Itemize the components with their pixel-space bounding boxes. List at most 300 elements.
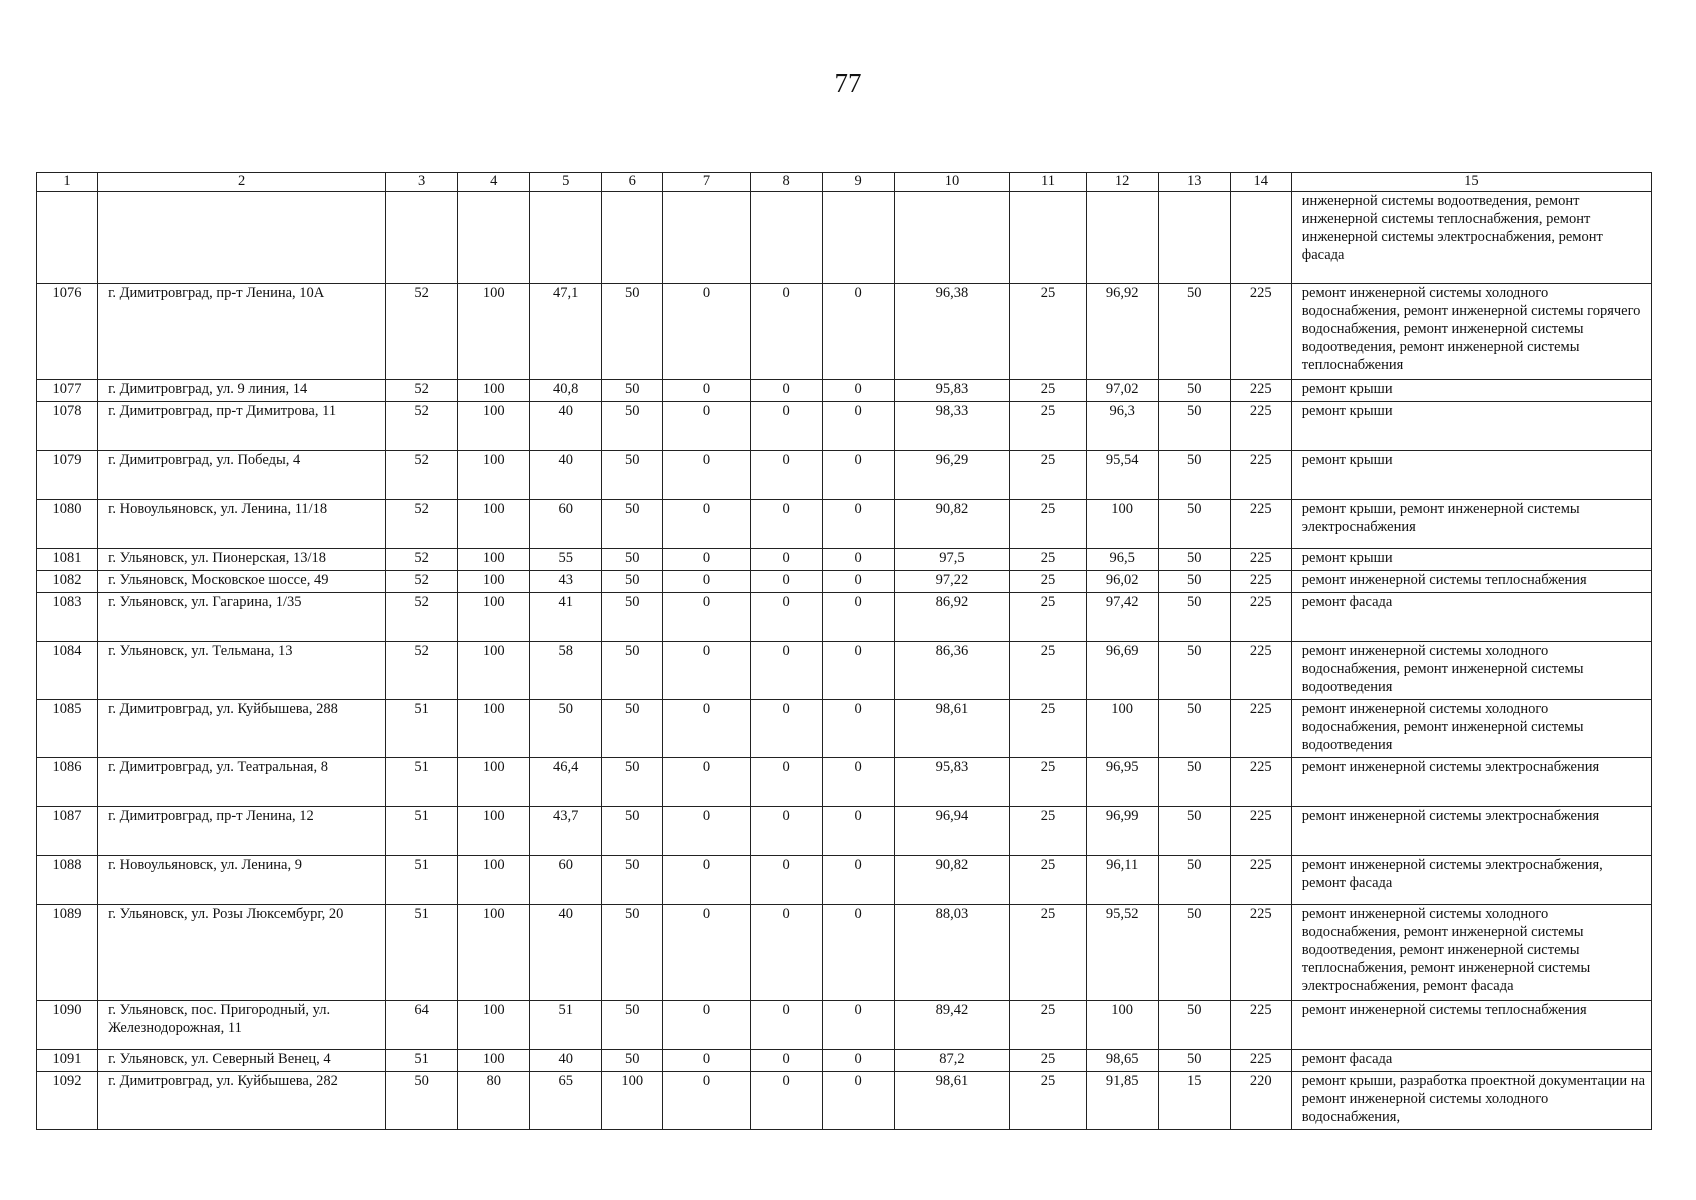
value-cell-c14: 225 xyxy=(1230,641,1291,699)
value-cell-c13: 50 xyxy=(1158,450,1230,499)
row-number: 1088 xyxy=(37,855,98,904)
value-cell-c13: 50 xyxy=(1158,379,1230,401)
table-row xyxy=(37,641,1652,699)
work-description: ремонт крыши xyxy=(1291,450,1651,499)
column-header: 14 xyxy=(1230,173,1291,192)
value-cell-c12: 97,42 xyxy=(1086,592,1158,641)
repair-register-table xyxy=(36,172,1652,1130)
value-cell-c9: 0 xyxy=(822,855,894,904)
value-cell-c8: 0 xyxy=(750,499,822,548)
value-cell-c4: 100 xyxy=(458,855,530,904)
value-cell-c13: 15 xyxy=(1158,1071,1230,1129)
address-cell: г. Димитровград, ул. Театральная, 8 xyxy=(98,757,386,806)
value-cell-c10: 95,83 xyxy=(894,757,1010,806)
value-cell-c5: 60 xyxy=(530,499,602,548)
value-cell-c6: 50 xyxy=(602,592,663,641)
column-header: 13 xyxy=(1158,173,1230,192)
value-cell-c9: 0 xyxy=(822,1071,894,1129)
value-cell-c3: 64 xyxy=(386,1000,458,1049)
value-cell-c6: 50 xyxy=(602,855,663,904)
value-cell-c14: 225 xyxy=(1230,1049,1291,1071)
value-cell-c14: 225 xyxy=(1230,699,1291,757)
row-number: 1090 xyxy=(37,1000,98,1049)
value-cell-c5: 40 xyxy=(530,450,602,499)
work-description: ремонт инженерной системы холодного водоснабжения, ремонт инженерной системы водоотведения xyxy=(1291,641,1651,699)
value-cell-c9: 0 xyxy=(822,641,894,699)
value-cell-c4: 100 xyxy=(458,283,530,379)
value-cell-c3: 52 xyxy=(386,401,458,450)
value-cell-c14: 225 xyxy=(1230,379,1291,401)
value-cell-c14: 225 xyxy=(1230,450,1291,499)
value-cell-c14: 225 xyxy=(1230,548,1291,570)
value-cell-c13: 50 xyxy=(1158,904,1230,1000)
value-cell-c12: 91,85 xyxy=(1086,1071,1158,1129)
row-number: 1076 xyxy=(37,283,98,379)
value-cell-c13: 50 xyxy=(1158,757,1230,806)
value-cell-c6: 50 xyxy=(602,570,663,592)
value-cell-c10: 98,61 xyxy=(894,1071,1010,1129)
value-cell-c6: 50 xyxy=(602,757,663,806)
address-cell: г. Димитровград, пр-т Ленина, 10А xyxy=(98,283,386,379)
value-cell-c5: 51 xyxy=(530,1000,602,1049)
page-number: 77 xyxy=(834,68,862,98)
value-cell-c3: 51 xyxy=(386,757,458,806)
value-cell-c13: 50 xyxy=(1158,592,1230,641)
value-cell-c6: 50 xyxy=(602,1049,663,1071)
value-cell-c6: 50 xyxy=(602,401,663,450)
value-cell-c10: 89,42 xyxy=(894,1000,1010,1049)
value-cell-c8: 0 xyxy=(750,641,822,699)
value-cell-c4: 100 xyxy=(458,806,530,855)
value-cell-c12: 100 xyxy=(1086,499,1158,548)
table-cell xyxy=(894,191,1010,283)
address-cell: г. Димитровград, пр-т Димитрова, 11 xyxy=(98,401,386,450)
value-cell-c5: 43,7 xyxy=(530,806,602,855)
column-header: 6 xyxy=(602,173,663,192)
value-cell-c9: 0 xyxy=(822,1000,894,1049)
value-cell-c11: 25 xyxy=(1010,401,1086,450)
value-cell-c9: 0 xyxy=(822,570,894,592)
value-cell-c8: 0 xyxy=(750,699,822,757)
column-header: 7 xyxy=(663,173,750,192)
value-cell-c11: 25 xyxy=(1010,499,1086,548)
value-cell-c10: 96,94 xyxy=(894,806,1010,855)
address-cell: г. Димитровград, ул. Куйбышева, 282 xyxy=(98,1071,386,1129)
table-row xyxy=(37,1049,1652,1071)
table-row xyxy=(37,570,1652,592)
value-cell-c4: 100 xyxy=(458,1049,530,1071)
value-cell-c7: 0 xyxy=(663,904,750,1000)
value-cell-c9: 0 xyxy=(822,450,894,499)
value-cell-c4: 100 xyxy=(458,570,530,592)
value-cell-c11: 25 xyxy=(1010,379,1086,401)
column-header: 2 xyxy=(98,173,386,192)
value-cell-c9: 0 xyxy=(822,806,894,855)
value-cell-c12: 100 xyxy=(1086,699,1158,757)
table-row xyxy=(37,806,1652,855)
value-cell-c9: 0 xyxy=(822,283,894,379)
row-number: 1083 xyxy=(37,592,98,641)
value-cell-c14: 225 xyxy=(1230,592,1291,641)
value-cell-c11: 25 xyxy=(1010,548,1086,570)
value-cell-c12: 98,65 xyxy=(1086,1049,1158,1071)
value-cell-c6: 50 xyxy=(602,699,663,757)
value-cell-c6: 50 xyxy=(602,548,663,570)
work-description: ремонт инженерной системы холодного водоснабжения, ремонт инженерной системы горячего водоснабжения, ремонт инженерной системы водоотведения, ремонт инженерной системы теплоснабжения xyxy=(1291,283,1651,379)
column-header: 9 xyxy=(822,173,894,192)
value-cell-c5: 60 xyxy=(530,855,602,904)
value-cell-c10: 97,5 xyxy=(894,548,1010,570)
value-cell-c6: 50 xyxy=(602,904,663,1000)
column-header: 10 xyxy=(894,173,1010,192)
value-cell-c12: 96,11 xyxy=(1086,855,1158,904)
value-cell-c4: 100 xyxy=(458,592,530,641)
value-cell-c12: 100 xyxy=(1086,1000,1158,1049)
work-description: ремонт инженерной системы теплоснабжения xyxy=(1291,1000,1651,1049)
value-cell-c4: 100 xyxy=(458,379,530,401)
work-description: ремонт крыши xyxy=(1291,548,1651,570)
value-cell-c14: 225 xyxy=(1230,904,1291,1000)
value-cell-c10: 96,29 xyxy=(894,450,1010,499)
column-header: 4 xyxy=(458,173,530,192)
value-cell-c4: 100 xyxy=(458,1000,530,1049)
table-cell xyxy=(602,191,663,283)
value-cell-c5: 40 xyxy=(530,904,602,1000)
value-cell-c11: 25 xyxy=(1010,592,1086,641)
row-number: 1079 xyxy=(37,450,98,499)
value-cell-c14: 225 xyxy=(1230,570,1291,592)
value-cell-c5: 55 xyxy=(530,548,602,570)
value-cell-c9: 0 xyxy=(822,757,894,806)
row-number: 1080 xyxy=(37,499,98,548)
table-row xyxy=(37,592,1652,641)
table-row xyxy=(37,283,1652,379)
value-cell-c14: 225 xyxy=(1230,499,1291,548)
value-cell-c5: 47,1 xyxy=(530,283,602,379)
value-cell-c14: 225 xyxy=(1230,283,1291,379)
address-cell: г. Ульяновск, ул. Тельмана, 13 xyxy=(98,641,386,699)
value-cell-c11: 25 xyxy=(1010,641,1086,699)
value-cell-c7: 0 xyxy=(663,401,750,450)
value-cell-c3: 52 xyxy=(386,570,458,592)
row-number: 1078 xyxy=(37,401,98,450)
table-row xyxy=(37,855,1652,904)
work-description: ремонт инженерной системы теплоснабжения xyxy=(1291,570,1651,592)
row-number: 1092 xyxy=(37,1071,98,1129)
address-cell: г. Ульяновск, ул. Розы Люксембург, 20 xyxy=(98,904,386,1000)
value-cell-c12: 96,3 xyxy=(1086,401,1158,450)
table-row xyxy=(37,401,1652,450)
value-cell-c7: 0 xyxy=(663,548,750,570)
value-cell-c6: 50 xyxy=(602,1000,663,1049)
value-cell-c4: 100 xyxy=(458,757,530,806)
column-header: 15 xyxy=(1291,173,1651,192)
value-cell-c9: 0 xyxy=(822,904,894,1000)
value-cell-c11: 25 xyxy=(1010,806,1086,855)
value-cell-c11: 25 xyxy=(1010,1000,1086,1049)
value-cell-c9: 0 xyxy=(822,592,894,641)
table-cell xyxy=(458,191,530,283)
row-number: 1085 xyxy=(37,699,98,757)
table-row xyxy=(37,699,1652,757)
value-cell-c12: 96,69 xyxy=(1086,641,1158,699)
value-cell-c5: 46,4 xyxy=(530,757,602,806)
value-cell-c13: 50 xyxy=(1158,401,1230,450)
address-cell: г. Димитровград, ул. 9 линия, 14 xyxy=(98,379,386,401)
value-cell-c10: 96,38 xyxy=(894,283,1010,379)
row-number: 1089 xyxy=(37,904,98,1000)
work-description: ремонт инженерной системы электроснабжения xyxy=(1291,806,1651,855)
value-cell-c7: 0 xyxy=(663,855,750,904)
value-cell-c8: 0 xyxy=(750,592,822,641)
table-row xyxy=(37,1071,1652,1129)
value-cell-c12: 96,95 xyxy=(1086,757,1158,806)
value-cell-c3: 50 xyxy=(386,1071,458,1129)
table-row xyxy=(37,757,1652,806)
table-row xyxy=(37,450,1652,499)
value-cell-c8: 0 xyxy=(750,757,822,806)
value-cell-c7: 0 xyxy=(663,806,750,855)
table-row xyxy=(37,379,1652,401)
value-cell-c3: 51 xyxy=(386,904,458,1000)
value-cell-c6: 50 xyxy=(602,499,663,548)
value-cell-c13: 50 xyxy=(1158,499,1230,548)
value-cell-c14: 225 xyxy=(1230,1000,1291,1049)
value-cell-c6: 50 xyxy=(602,641,663,699)
value-cell-c10: 87,2 xyxy=(894,1049,1010,1071)
value-cell-c7: 0 xyxy=(663,699,750,757)
value-cell-c13: 50 xyxy=(1158,548,1230,570)
value-cell-c12: 95,54 xyxy=(1086,450,1158,499)
value-cell-c11: 25 xyxy=(1010,699,1086,757)
value-cell-c8: 0 xyxy=(750,450,822,499)
address-cell: г. Ульяновск, ул. Гагарина, 1/35 xyxy=(98,592,386,641)
value-cell-c12: 96,5 xyxy=(1086,548,1158,570)
column-header: 5 xyxy=(530,173,602,192)
value-cell-c3: 52 xyxy=(386,379,458,401)
value-cell-c5: 40 xyxy=(530,1049,602,1071)
value-cell-c9: 0 xyxy=(822,548,894,570)
value-cell-c10: 88,03 xyxy=(894,904,1010,1000)
value-cell-c8: 0 xyxy=(750,1000,822,1049)
value-cell-c6: 50 xyxy=(602,283,663,379)
table-cell xyxy=(1230,191,1291,283)
value-cell-c9: 0 xyxy=(822,499,894,548)
continuation-row xyxy=(37,191,1652,283)
value-cell-c14: 225 xyxy=(1230,855,1291,904)
work-description: инженерной системы водоотведения, ремонт инженерной системы теплоснабжения, ремонт инженерной системы электроснабжения, ремонт фасада xyxy=(1291,191,1651,283)
column-header: 3 xyxy=(386,173,458,192)
value-cell-c5: 40 xyxy=(530,401,602,450)
value-cell-c9: 0 xyxy=(822,379,894,401)
value-cell-c5: 41 xyxy=(530,592,602,641)
work-description: ремонт фасада xyxy=(1291,592,1651,641)
value-cell-c14: 225 xyxy=(1230,401,1291,450)
value-cell-c3: 52 xyxy=(386,283,458,379)
value-cell-c4: 100 xyxy=(458,548,530,570)
column-number-row xyxy=(37,173,1652,192)
value-cell-c8: 0 xyxy=(750,570,822,592)
value-cell-c8: 0 xyxy=(750,548,822,570)
value-cell-c9: 0 xyxy=(822,401,894,450)
value-cell-c7: 0 xyxy=(663,499,750,548)
value-cell-c8: 0 xyxy=(750,1049,822,1071)
value-cell-c3: 51 xyxy=(386,855,458,904)
value-cell-c11: 25 xyxy=(1010,1049,1086,1071)
row-number: 1077 xyxy=(37,379,98,401)
value-cell-c4: 80 xyxy=(458,1071,530,1129)
value-cell-c12: 96,92 xyxy=(1086,283,1158,379)
table-cell xyxy=(37,191,98,283)
value-cell-c7: 0 xyxy=(663,592,750,641)
value-cell-c4: 100 xyxy=(458,904,530,1000)
value-cell-c13: 50 xyxy=(1158,699,1230,757)
value-cell-c10: 97,22 xyxy=(894,570,1010,592)
work-description: ремонт фасада xyxy=(1291,1049,1651,1071)
value-cell-c8: 0 xyxy=(750,806,822,855)
value-cell-c14: 225 xyxy=(1230,806,1291,855)
work-description: ремонт крыши xyxy=(1291,401,1651,450)
value-cell-c3: 51 xyxy=(386,1049,458,1071)
value-cell-c9: 0 xyxy=(822,699,894,757)
value-cell-c5: 58 xyxy=(530,641,602,699)
value-cell-c8: 0 xyxy=(750,904,822,1000)
value-cell-c9: 0 xyxy=(822,1049,894,1071)
table-row xyxy=(37,904,1652,1000)
value-cell-c6: 50 xyxy=(602,379,663,401)
column-header: 12 xyxy=(1086,173,1158,192)
value-cell-c10: 86,92 xyxy=(894,592,1010,641)
value-cell-c11: 25 xyxy=(1010,450,1086,499)
address-cell: г. Новоульяновск, ул. Ленина, 9 xyxy=(98,855,386,904)
row-number: 1086 xyxy=(37,757,98,806)
work-description: ремонт крыши, разработка проектной документации на ремонт инженерной системы холодного водоснабжения, xyxy=(1291,1071,1651,1129)
row-number: 1091 xyxy=(37,1049,98,1071)
value-cell-c12: 95,52 xyxy=(1086,904,1158,1000)
row-number: 1084 xyxy=(37,641,98,699)
address-cell: г. Ульяновск, ул. Северный Венец, 4 xyxy=(98,1049,386,1071)
value-cell-c11: 25 xyxy=(1010,904,1086,1000)
value-cell-c5: 65 xyxy=(530,1071,602,1129)
column-header: 11 xyxy=(1010,173,1086,192)
value-cell-c11: 25 xyxy=(1010,570,1086,592)
value-cell-c10: 98,33 xyxy=(894,401,1010,450)
value-cell-c13: 50 xyxy=(1158,570,1230,592)
value-cell-c12: 96,02 xyxy=(1086,570,1158,592)
value-cell-c7: 0 xyxy=(663,570,750,592)
row-number: 1081 xyxy=(37,548,98,570)
value-cell-c6: 50 xyxy=(602,450,663,499)
address-cell: г. Димитровград, ул. Победы, 4 xyxy=(98,450,386,499)
value-cell-c7: 0 xyxy=(663,379,750,401)
value-cell-c7: 0 xyxy=(663,283,750,379)
table-cell xyxy=(750,191,822,283)
table-cell xyxy=(1010,191,1086,283)
value-cell-c8: 0 xyxy=(750,283,822,379)
value-cell-c5: 50 xyxy=(530,699,602,757)
value-cell-c3: 51 xyxy=(386,699,458,757)
value-cell-c8: 0 xyxy=(750,379,822,401)
value-cell-c11: 25 xyxy=(1010,1071,1086,1129)
value-cell-c13: 50 xyxy=(1158,641,1230,699)
value-cell-c8: 0 xyxy=(750,1071,822,1129)
value-cell-c13: 50 xyxy=(1158,283,1230,379)
value-cell-c11: 25 xyxy=(1010,855,1086,904)
value-cell-c11: 25 xyxy=(1010,757,1086,806)
table-row xyxy=(37,548,1652,570)
value-cell-c4: 100 xyxy=(458,699,530,757)
value-cell-c10: 90,82 xyxy=(894,855,1010,904)
value-cell-c10: 95,83 xyxy=(894,379,1010,401)
value-cell-c12: 97,02 xyxy=(1086,379,1158,401)
work-description: ремонт крыши xyxy=(1291,379,1651,401)
value-cell-c4: 100 xyxy=(458,450,530,499)
value-cell-c7: 0 xyxy=(663,1000,750,1049)
work-description: ремонт инженерной системы электроснабжения, ремонт фасада xyxy=(1291,855,1651,904)
value-cell-c13: 50 xyxy=(1158,1000,1230,1049)
column-header: 8 xyxy=(750,173,822,192)
value-cell-c11: 25 xyxy=(1010,283,1086,379)
value-cell-c3: 52 xyxy=(386,592,458,641)
value-cell-c10: 86,36 xyxy=(894,641,1010,699)
value-cell-c10: 98,61 xyxy=(894,699,1010,757)
value-cell-c3: 52 xyxy=(386,450,458,499)
address-cell: г. Ульяновск, Московское шоссе, 49 xyxy=(98,570,386,592)
value-cell-c8: 0 xyxy=(750,855,822,904)
table-cell xyxy=(530,191,602,283)
value-cell-c6: 50 xyxy=(602,806,663,855)
value-cell-c7: 0 xyxy=(663,1071,750,1129)
value-cell-c13: 50 xyxy=(1158,855,1230,904)
value-cell-c4: 100 xyxy=(458,499,530,548)
work-description: ремонт крыши, ремонт инженерной системы электроснабжения xyxy=(1291,499,1651,548)
value-cell-c3: 52 xyxy=(386,548,458,570)
value-cell-c3: 51 xyxy=(386,806,458,855)
value-cell-c4: 100 xyxy=(458,401,530,450)
column-header: 1 xyxy=(37,173,98,192)
table-row xyxy=(37,1000,1652,1049)
table-cell xyxy=(663,191,750,283)
row-number: 1087 xyxy=(37,806,98,855)
table-cell xyxy=(822,191,894,283)
value-cell-c3: 52 xyxy=(386,641,458,699)
row-number: 1082 xyxy=(37,570,98,592)
table-cell xyxy=(1158,191,1230,283)
value-cell-c4: 100 xyxy=(458,641,530,699)
address-cell: г. Димитровград, пр-т Ленина, 12 xyxy=(98,806,386,855)
value-cell-c7: 0 xyxy=(663,641,750,699)
value-cell-c14: 225 xyxy=(1230,757,1291,806)
address-cell: г. Ульяновск, ул. Пионерская, 13/18 xyxy=(98,548,386,570)
value-cell-c3: 52 xyxy=(386,499,458,548)
value-cell-c13: 50 xyxy=(1158,806,1230,855)
value-cell-c7: 0 xyxy=(663,450,750,499)
table-row xyxy=(37,499,1652,548)
value-cell-c14: 220 xyxy=(1230,1071,1291,1129)
value-cell-c7: 0 xyxy=(663,1049,750,1071)
value-cell-c6: 100 xyxy=(602,1071,663,1129)
value-cell-c10: 90,82 xyxy=(894,499,1010,548)
address-cell: г. Новоульяновск, ул. Ленина, 11/18 xyxy=(98,499,386,548)
work-description: ремонт инженерной системы электроснабжения xyxy=(1291,757,1651,806)
value-cell-c8: 0 xyxy=(750,401,822,450)
table-cell xyxy=(98,191,386,283)
table-cell xyxy=(1086,191,1158,283)
table-cell xyxy=(386,191,458,283)
work-description: ремонт инженерной системы холодного водоснабжения, ремонт инженерной системы водоотведения, ремонт инженерной системы теплоснабжения, ремонт инженерной системы электроснабжения, ремонт фасада xyxy=(1291,904,1651,1000)
value-cell-c5: 40,8 xyxy=(530,379,602,401)
work-description: ремонт инженерной системы холодного водоснабжения, ремонт инженерной системы водоотведения xyxy=(1291,699,1651,757)
